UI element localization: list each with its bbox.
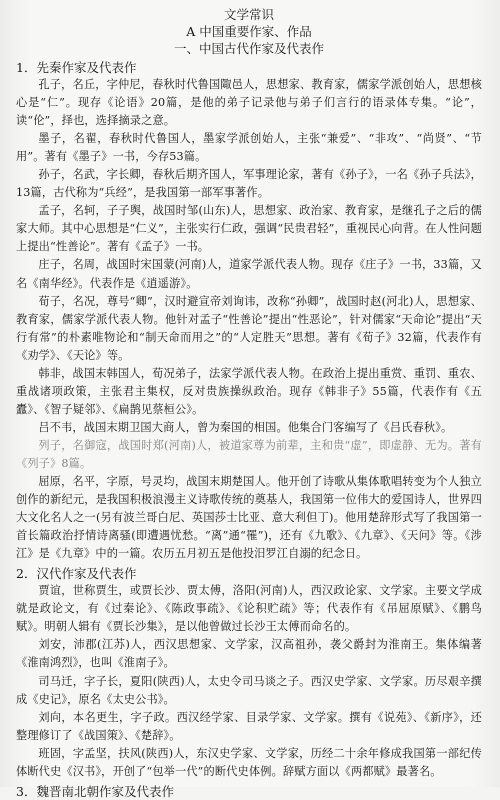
entry-hanfei: 韩非，战国末韩国人，荀况弟子，法家学派代表人物。在政治上提出重赏、重罚、重农、重战诸项政策，主张君主集权，反对贵族操纵政治。现存《韩非子》55篇，代表作有《五蠹》、《智子疑邻》、《扁鹊见蔡桓公》。	[16, 366, 482, 416]
section-heading-han: 2．汉代作家及代表作	[16, 566, 137, 582]
entry-simaqian: 司马迁，字子长，夏阳(陕西)人，太史令司马谈之子。西汉史学家、文学家。历尽艰辛撰成《史记》，原名《太史公书》。	[16, 674, 482, 706]
entry-bangu: 班固，字孟坚，扶风(陕西)人，东汉史学家、文学家，历经二十余年修成我国第一部纪传体断代史《汉书》，开创了“包举一代”的断代史体例。辞赋方面以《两都赋》最著名。	[16, 746, 482, 778]
entry-zhuangzi: 庄子，名周，战国时宋国蒙(河南)人，道家学派代表人物。现存《庄子》一书，33篇，又名《南华经》。代表作是《逍遥游》。	[16, 258, 482, 290]
entry-quyuan: 屈原，名平，字原，号灵均，战国末期楚国人。他开创了诗歌从集体歌唱转变为个人独立创作的新纪元，是我国积极浪漫主义诗歌传统的奠基人，我国第一位伟大的爱国诗人，世界四大文化名人之一(另有波兰哥白尼、英国莎士比亚、意大利但丁)。他用楚辞形式写了我国第一首长篇政治抒情诗离骚(即遭遇忧愁。“离”通“罹”)，还有《九歌》、《九章》、《天问》等。《涉江》是《九章》中的一篇。农历五月初五是他投汨罗江自溺的纪念日。	[16, 475, 482, 561]
entry-xunzi: 荀子，名况，尊号“卿”，汉时避宣帝刘询讳，改称“孙卿”，战国时赵(河北)人，思想家、教育家，儒家学派代表人物。他针对孟子“性善论”提出“性恶论”，针对儒家“天命论”提出“天行有常”的朴素唯物论和“制天命而用之”的“人定胜天”思想。著有《荀子》32篇，代表作有《劝学》、《天论》等。	[16, 294, 482, 362]
entry-lubuwei: 吕不韦，战国末期卫国大商人，曾为秦国的相国。他集合门客编写了《吕氏春秋》。	[38, 420, 453, 434]
section-heading-pre-qin: 1．先秦作家及代表作	[16, 60, 137, 75]
entry-mozi: 墨子，名翟，春秋时代鲁国人，墨家学派创始人，主张“兼爱”、“非攻”、“尚贤”、“节用”。著有《墨子》一书，今存53篇。	[16, 132, 482, 164]
entry-liezi: 列子，名御寇，战国时郑(河南)人，被道家尊为前辈，主和贵“虚”，即虚静、无为。著有《列子》8篇。	[16, 438, 482, 470]
entry-sunzi: 孙子，名武，字长卿，春秋后期齐国人，军事理论家，著有《孙子》，一名《孙子兵法》，13篇，古代称为“兵经”，是我国第一部军事著作。	[16, 168, 482, 200]
entry-liuxiang: 刘向，本名更生，字子政。西汉经学家、目录学家、文学家。撰有《说苑》、《新序》，还整理修订了《战国策》、《楚辞》。	[16, 710, 482, 742]
document-header	[16, 6, 482, 57]
entry-liuan: 刘安，沛郡(江苏)人，西汉思想家、文学家，汉高祖孙，袭父爵封为淮南王。集体编著《淮南鸿烈》，也叫《淮南子》。	[16, 638, 482, 670]
entry-jiayi: 贾谊，世称贾生，或贾长沙、贾太傅，洛阳(河南)人，西汉政论家、文学家。主要文学成就是政论文，有《过秦论》、《陈政事疏》、《论积贮疏》等；代表作有《吊屈原赋》、《鹏鸟赋》。明朝人辑有《贾长沙集》，是以他曾做过长沙王太傅而命名的。	[16, 584, 482, 634]
doc-title: 文学常识	[223, 7, 274, 22]
entry-mencius: 孟子，名轲，子子舆，战国时邹(山东)人，思想家、政治家、教育家，是继孔子之后的儒家大师。其中心思想是“仁义”，主张实行仁政，强调“民贵君轻”，重视民心向背。在人性问题上提出“性善论”。著有《孟子》一书。	[16, 204, 482, 254]
entry-confucius: 孔子，名丘，字仲尼，春秋时代鲁国陬邑人，思想家、教育家，儒家学派创始人，思想核心是“仁”。现存《论语》20篇，是他的弟子记录他与弟子们言行的语录体专集。“论”，读“伦”，择也，选择摘录之意。	[16, 78, 482, 128]
doc-subtitle: A 中国重要作家、作品	[186, 24, 312, 39]
chapter-title: 一、中国古代作家及代表作	[173, 41, 324, 56]
section-heading-wei-jin: 3．魏晋南北朝作家及代表作	[16, 783, 174, 799]
